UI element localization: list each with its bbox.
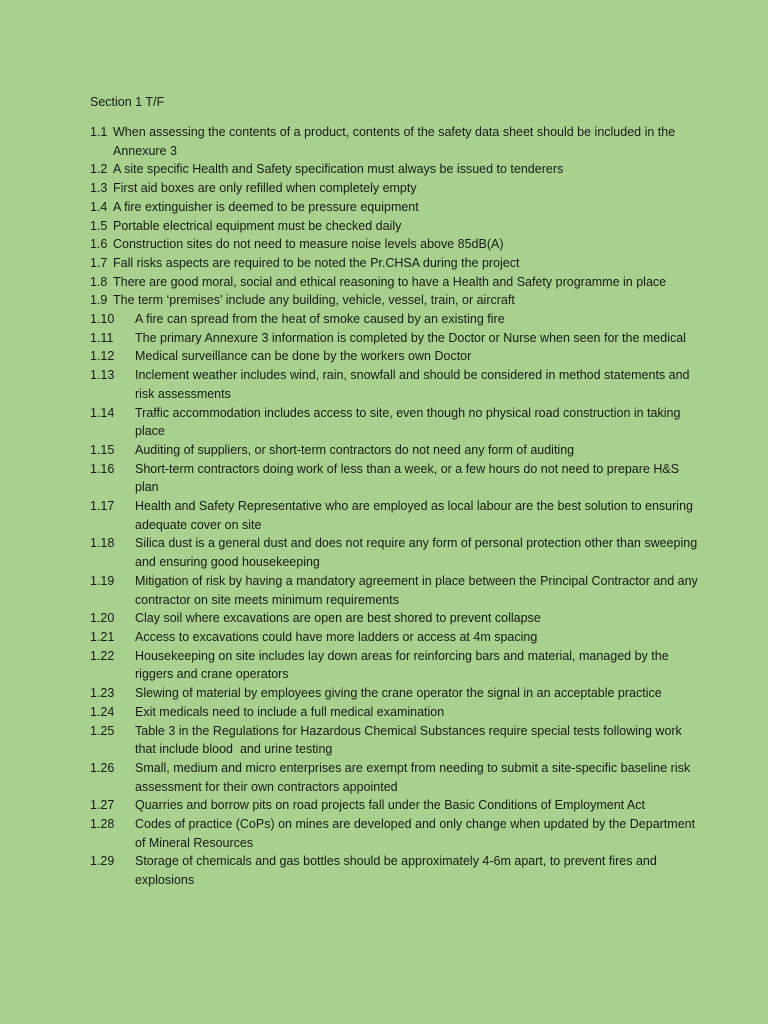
question-text: A fire can spread from the heat of smoke caused by an existing fire — [135, 312, 505, 327]
question-text: Quarries and borrow pits on road projects fall under the Basic Conditions of Employment Act — [135, 798, 645, 813]
question-number: 1.6 — [90, 237, 108, 252]
question-text: Access to excavations could have more ladders or access at 4m spacing — [135, 629, 538, 644]
question-number: 1.24 — [90, 704, 115, 719]
question-number: 1.1 — [90, 125, 108, 139]
question-item — [90, 703, 698, 722]
question-item — [90, 404, 698, 441]
question-text: Medical surveillance can be done by the workers own Doctor — [135, 349, 472, 364]
question-text: The primary Annexure 3 information is completed by the Doctor or Nurse when seen for the medical — [135, 330, 686, 345]
question-item — [90, 759, 698, 796]
question-number: 1.13 — [90, 368, 115, 383]
question-text: Codes of practice (CoPs) on mines are developed and only change when updated by the Department of Mineral Resources — [135, 817, 699, 850]
question-number: 1.8 — [90, 274, 108, 289]
question-text: Mitigation of risk by having a mandatory agreement in place between the Principal Contractor and any contractor on site meets minimum requirements — [135, 573, 702, 607]
question-text: When assessing the contents of a product, contents of the safety data sheet should be included in the Annexure 3 — [113, 125, 678, 158]
question-number: 1.2 — [90, 162, 108, 177]
question-item — [90, 123, 698, 160]
question-number: 1.27 — [90, 798, 115, 813]
question-text: There are good moral, social and ethical reasoning to have a Health and Safety programme in place — [113, 274, 667, 289]
question-item — [90, 347, 698, 366]
question-text: The term ‘premises’ include any building, vehicle, vessel, train, or aircraft — [113, 293, 515, 308]
question-item — [90, 815, 698, 852]
question-text: Health and Safety Representative who are employed as local labour are the best solution to ensuring adequate cover on site — [135, 499, 697, 532]
question-text: A site specific Health and Safety specification must always be issued to tenderers — [113, 162, 564, 177]
question-item — [90, 722, 698, 759]
question-item — [90, 160, 698, 179]
question-item — [90, 217, 698, 236]
question-text: Small, medium and micro enterprises are exempt from needing to submit a site-specific baseline risk assessment for their own contractors appointed — [135, 760, 694, 794]
question-text: Traffic accommodation includes access to site, even though no physical road construction in taking place — [135, 405, 684, 439]
question-item — [90, 534, 701, 571]
question-item — [90, 179, 698, 198]
question-number: 1.7 — [90, 255, 108, 270]
question-text: Exit medicals need to include a full medical examination — [135, 704, 445, 719]
question-number: 1.14 — [90, 405, 115, 420]
question-text: First aid boxes are only refilled when completely empty — [113, 181, 417, 196]
question-number: 1.26 — [90, 760, 115, 775]
question-text: Construction sites do not need to measure noise levels above 85dB(A) — [113, 237, 504, 252]
question-item — [90, 852, 698, 889]
question-item — [90, 684, 698, 703]
question-text: Portable electrical equipment must be checked daily — [113, 218, 402, 233]
question-text: Auditing of suppliers, or short-term contractors do not need any form of auditing — [135, 442, 575, 457]
question-item — [90, 198, 698, 217]
question-number: 1.15 — [90, 442, 115, 457]
question-number: 1.16 — [90, 461, 115, 476]
question-number: 1.22 — [90, 648, 115, 663]
question-number: 1.18 — [90, 536, 115, 551]
section-title: Section 1 T/F — [90, 95, 165, 109]
question-text: Fall risks aspects are required to be noted the Pr.CHSA during the project — [113, 255, 520, 270]
question-number: 1.20 — [90, 611, 115, 626]
question-item — [90, 460, 698, 497]
question-item — [90, 572, 702, 609]
question-item — [90, 497, 698, 534]
question-number: 1.28 — [90, 817, 115, 832]
question-text: Silica dust is a general dust and does not require any form of personal protection other than sweeping and ensuring good housekeeping — [135, 536, 701, 570]
question-item — [90, 628, 698, 647]
question-text: Table 3 in the Regulations for Hazardous Chemical Substances require special tests following work that include blood and urine testing — [135, 723, 686, 757]
question-number: 1.17 — [90, 499, 115, 514]
question-item — [90, 366, 698, 403]
question-number: 1.21 — [90, 629, 115, 644]
question-text: Housekeeping on site includes lay down areas for reinforcing bars and material, managed by the riggers and crane operators — [135, 648, 673, 682]
question-number: 1.11 — [90, 330, 114, 345]
question-number: 1.4 — [90, 199, 108, 214]
question-text: Clay soil where excavations are open are best shored to prevent collapse — [135, 611, 541, 626]
question-item — [90, 329, 698, 348]
question-item — [90, 254, 698, 273]
question-item — [90, 647, 698, 684]
question-item — [90, 441, 698, 460]
question-number: 1.23 — [90, 686, 115, 701]
question-number: 1.25 — [90, 723, 115, 738]
question-text: Short-term contractors doing work of less than a week, or a few hours do not need to prepare H&S plan — [135, 461, 683, 495]
question-text: Inclement weather includes wind, rain, snowfall and should be considered in method statements and risk assessments — [135, 368, 693, 401]
question-number: 1.3 — [90, 181, 108, 196]
question-number: 1.9 — [90, 293, 108, 308]
question-text: A fire extinguisher is deemed to be pressure equipment — [113, 199, 419, 214]
question-item — [90, 291, 698, 310]
question-item — [90, 310, 698, 329]
question-item — [90, 235, 698, 254]
question-text: Slewing of material by employees giving the crane operator the signal in an acceptable practice — [135, 686, 662, 701]
question-item — [90, 796, 698, 815]
question-item — [90, 273, 698, 292]
question-number: 1.10 — [90, 312, 115, 327]
question-number: 1.5 — [90, 218, 108, 233]
question-list — [90, 123, 702, 890]
question-item — [90, 609, 698, 628]
question-text: Storage of chemicals and gas bottles should be approximately 4-6m apart, to prevent fires and explosions — [135, 854, 661, 888]
question-number: 1.29 — [90, 854, 115, 869]
question-number: 1.12 — [90, 349, 115, 364]
question-number: 1.19 — [90, 573, 115, 588]
